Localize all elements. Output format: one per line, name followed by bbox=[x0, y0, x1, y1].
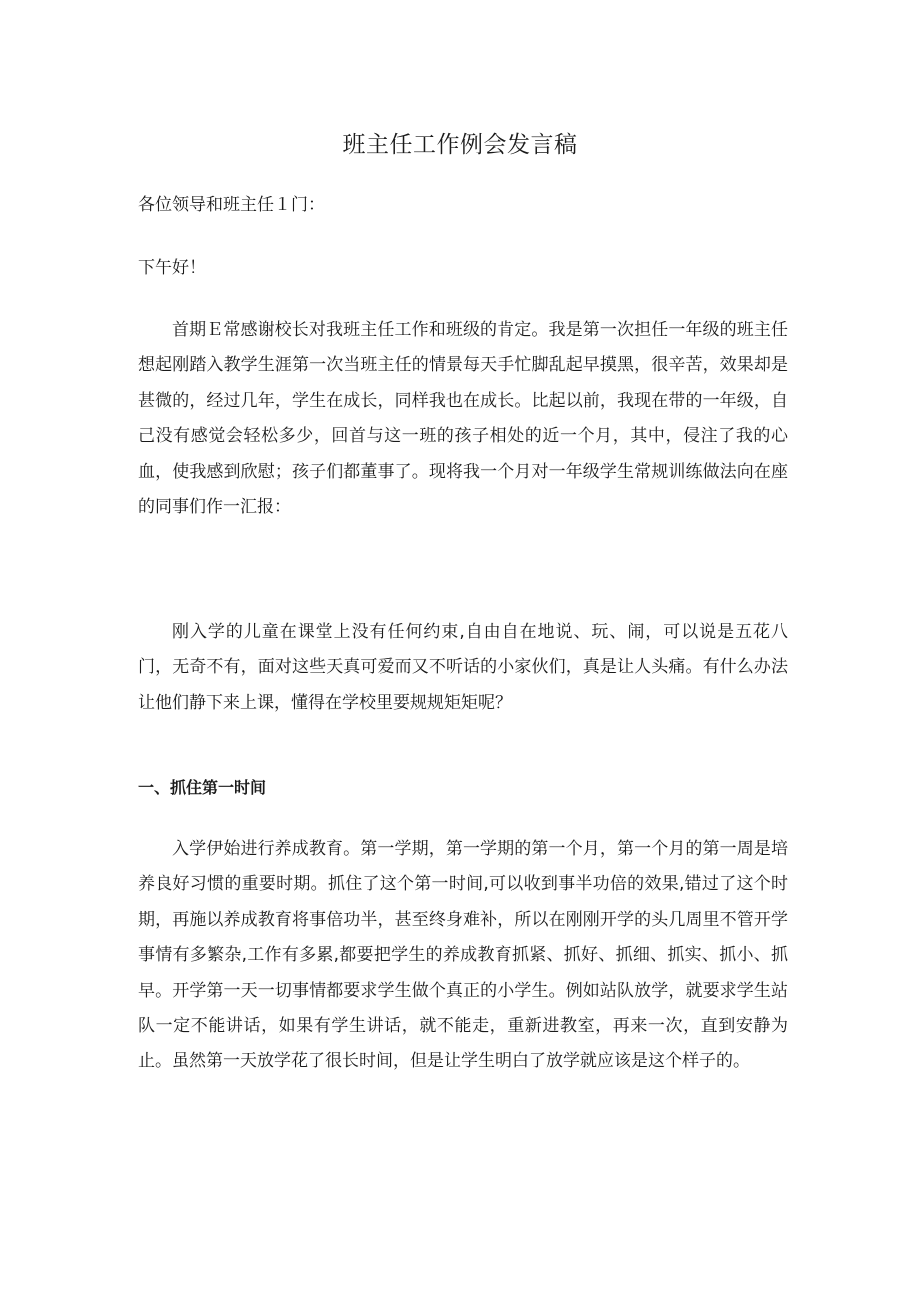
paragraph-intro: 首期Ｅ常感谢校长对我班主任工作和班级的肯定。我是第一次担任一年级的班主任想起刚踏入教学生涯第一次当班主任的情景每天手忙脚乱起早摸黑，很辛苦，效果却是甚微的，经过几年，学生在成长，同样我也在成长。比起以前，我现在带的一年级，自己没有感觉会轻松多少，回首与这一班的孩子相处的近一个月，其中，侵注了我的心血，使我感到欣慰；孩子们都董事了。现将我一个月对一年级学生常规训练做法向在座的同事们作一汇报： bbox=[138, 320, 788, 518]
paragraph-section-1: 入学伊始进行养成教育。第一学期，第一学期的第一个月，第一个月的第一周是培养良好习惯的重要时期。抓住了这个第一时间,可以收到事半功倍的效果,错过了这个时期，再施以养成教育将事倍功半，甚至终身难补，所以在刚刚开学的头几周里不管开学事情有多繁杂,工作有多累,都要把学生的养成教育抓紧、抓好、抓细、抓实、抓小、抓早。开学第一天一切事情都要求学生做个真正的小学生。例如站队放学，就要求学生站队一定不能讲话，如果有学生讲话，就不能走，重新进教室，再来一次，直到安静为止。虽然第一天放学花了很长时间，但是让学生明白了放学就应该是这个样子的。 bbox=[138, 839, 788, 1072]
salutation: 各位领导和班主任１门： bbox=[138, 195, 325, 215]
greeting: 下午好！ bbox=[138, 258, 206, 278]
paragraph-problem: 刚入学的儿童在课堂上没有任何约束,自由自在地说、玩、闹，可以说是五花八门，无奇不有，面对这些天真可爱而又不听话的小家伙们，真是让人头痛。有什么办法让他们静下来上课，懂得在学校里要规规矩矩呢？ bbox=[138, 622, 788, 713]
section-heading: 一、抓住第一时间 bbox=[138, 778, 267, 797]
document-title: 班主任工作例会发言稿 bbox=[342, 132, 578, 158]
